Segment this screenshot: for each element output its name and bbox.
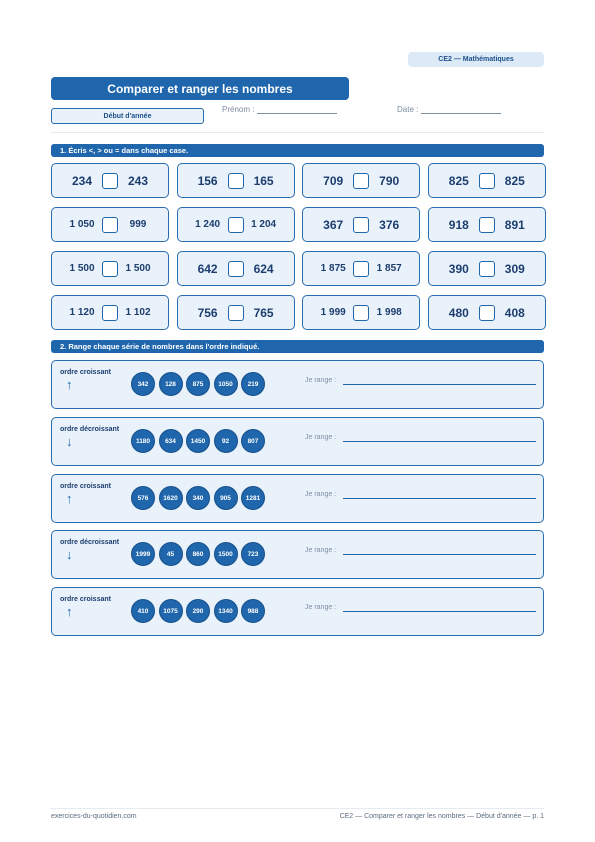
number-circle: 576 [131, 486, 155, 510]
answer-box[interactable] [228, 217, 244, 233]
left-number: 367 [323, 217, 344, 232]
number-circle: 634 [159, 429, 183, 453]
footer-page-info: CE2 — Comparer et ranger les nombres — Début d'année — p. 1 [339, 813, 544, 820]
section2-title: 2. Range chaque série de nombres dans l'ordre indiqué. [51, 340, 544, 353]
arrow-up-icon: ↑ [66, 491, 73, 506]
answer-line[interactable] [343, 554, 536, 555]
number-circles [131, 486, 265, 510]
number-circle: 860 [186, 542, 210, 566]
series-row [51, 474, 544, 523]
right-number: 624 [253, 261, 274, 276]
right-number: 790 [379, 173, 400, 188]
answer-box[interactable] [102, 261, 118, 277]
number-circle: 988 [241, 599, 265, 623]
answer-box[interactable] [102, 217, 118, 233]
number-circles [131, 599, 265, 623]
number-circles [131, 542, 265, 566]
left-number: 234 [71, 173, 93, 188]
comparison-card [51, 163, 169, 198]
answer-line[interactable] [343, 498, 536, 499]
answer-box[interactable] [479, 217, 495, 233]
left-number: 825 [448, 173, 469, 188]
answer-box[interactable] [353, 261, 369, 277]
arrow-down-icon: ↓ [66, 434, 73, 449]
comparison-card [428, 295, 546, 330]
header-divider [51, 132, 544, 133]
number-circle: 290 [186, 599, 210, 623]
right-number: 999 [129, 219, 147, 230]
number-circle: 1281 [241, 486, 265, 510]
prenom-field[interactable] [222, 105, 337, 114]
comparison-card [177, 295, 295, 330]
comparison-card [428, 251, 546, 286]
number-circle: 723 [241, 542, 265, 566]
answer-box[interactable] [353, 217, 369, 233]
number-circle: 1500 [214, 542, 238, 566]
comparison-card [51, 251, 169, 286]
left-number: 1 500 [69, 263, 95, 274]
answer-box[interactable] [479, 305, 495, 321]
order-label: ordre croissant [60, 483, 111, 490]
number-circle: 875 [186, 372, 210, 396]
answer-box[interactable] [228, 305, 244, 321]
series-row [51, 417, 544, 466]
page-title: Comparer et ranger les nombres [51, 77, 349, 100]
answer-label: Je range : [305, 377, 337, 384]
comparison-card [51, 295, 169, 330]
footer-divider [51, 808, 544, 809]
order-label: ordre croissant [60, 596, 111, 603]
comparison-card [302, 251, 420, 286]
number-circle: 1050 [214, 372, 238, 396]
answer-label: Je range : [305, 491, 337, 498]
right-number: 1 204 [251, 219, 277, 230]
answer-box[interactable] [479, 173, 495, 189]
number-circle: 905 [214, 486, 238, 510]
number-circle: 45 [159, 542, 183, 566]
number-circle: 807 [241, 429, 265, 453]
arrow-up-icon: ↑ [66, 377, 73, 392]
comparison-card [177, 163, 295, 198]
order-label: ordre croissant [60, 369, 111, 376]
comparison-card [51, 207, 169, 242]
right-number: 165 [253, 173, 274, 188]
prenom-line[interactable] [257, 106, 337, 114]
left-number: 1 875 [320, 263, 346, 274]
answer-line[interactable] [343, 441, 536, 442]
number-circle: 410 [131, 599, 155, 623]
date-field[interactable] [397, 105, 501, 114]
right-number: 1 102 [125, 307, 151, 318]
level-badge: Début d'année [51, 108, 204, 124]
section1-title: 1. Écris <, > ou = dans chaque case. [51, 144, 544, 157]
order-label: ordre décroissant [60, 426, 120, 433]
series-row [51, 530, 544, 579]
series-row [51, 587, 544, 636]
comparison-card [428, 207, 546, 242]
left-number: 1 999 [320, 307, 346, 318]
number-circle: 219 [241, 372, 265, 396]
answer-label: Je range : [305, 604, 337, 611]
number-circles [131, 429, 265, 453]
right-number: 408 [504, 305, 525, 320]
right-number: 309 [504, 261, 525, 276]
comparison-card [302, 295, 420, 330]
date-line[interactable] [421, 106, 501, 114]
arrow-up-icon: ↑ [66, 604, 73, 619]
answer-label: Je range : [305, 434, 337, 441]
comparison-card [302, 207, 420, 242]
right-number: 891 [504, 217, 525, 232]
answer-box[interactable] [353, 305, 369, 321]
answer-line[interactable] [343, 611, 536, 612]
left-number: 1 240 [195, 219, 221, 230]
comparison-grid [51, 163, 544, 329]
right-number: 825 [504, 173, 525, 188]
comparison-card [177, 207, 295, 242]
left-number: 1 120 [69, 307, 95, 318]
order-label: ordre décroissant [60, 539, 120, 546]
answer-box[interactable] [228, 261, 244, 277]
arrow-down-icon: ↓ [66, 547, 73, 562]
right-number: 765 [253, 305, 274, 320]
right-number: 1 998 [376, 307, 402, 318]
number-circle: 92 [214, 429, 238, 453]
number-circle: 1999 [131, 542, 155, 566]
number-circle: 128 [159, 372, 183, 396]
number-circle: 340 [186, 486, 210, 510]
answer-box[interactable] [102, 305, 118, 321]
footer-site: exercices-du-quotidien.com [51, 813, 137, 820]
comparison-card [428, 163, 546, 198]
left-number: 709 [323, 173, 344, 188]
series-row [51, 360, 544, 409]
right-number: 1 500 [125, 263, 151, 274]
prenom-label: Prénom : [222, 105, 255, 114]
answer-box[interactable] [228, 173, 244, 189]
left-number: 918 [448, 217, 469, 232]
number-circles [131, 372, 265, 396]
subject-badge: CE2 — Mathématiques [408, 52, 544, 67]
answer-box[interactable] [102, 173, 118, 189]
number-circle: 1075 [159, 599, 183, 623]
right-number: 376 [379, 217, 400, 232]
number-circle: 1620 [159, 486, 183, 510]
comparison-card [302, 163, 420, 198]
left-number: 756 [197, 305, 218, 320]
right-number: 243 [127, 173, 149, 188]
number-circle: 342 [131, 372, 155, 396]
left-number: 390 [448, 261, 469, 276]
left-number: 642 [197, 261, 218, 276]
comparison-card [177, 251, 295, 286]
answer-line[interactable] [343, 384, 536, 385]
number-circle: 1340 [214, 599, 238, 623]
answer-label: Je range : [305, 547, 337, 554]
date-label: Date : [397, 105, 419, 114]
number-circle: 1450 [186, 429, 210, 453]
left-number: 1 050 [69, 219, 95, 230]
answer-box[interactable] [353, 173, 369, 189]
right-number: 1 857 [376, 263, 402, 274]
answer-box[interactable] [479, 261, 495, 277]
number-circle: 1180 [131, 429, 155, 453]
left-number: 480 [448, 305, 469, 320]
left-number: 156 [197, 173, 218, 188]
